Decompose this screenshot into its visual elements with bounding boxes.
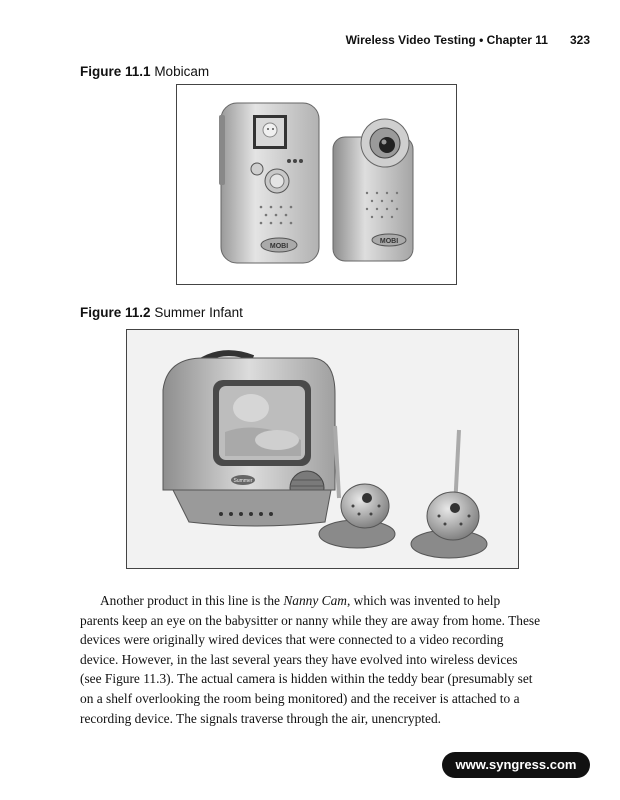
page-number: 323: [569, 33, 590, 47]
figure-1-image: [176, 84, 457, 285]
publisher-url-badge[interactable]: [442, 752, 590, 778]
publisher-url: www.syngress.com: [455, 757, 577, 772]
summer-infant-photo: [127, 330, 518, 568]
figure-1-label: Figure 11.1: [80, 64, 151, 79]
paragraph-text-2: , which was invented to help parents keep an eye on the babysitter or nanny while they are away from home. These devices were originally wired devices that were connected to a video recording device. However, in the last several years they have evolved into wireless devices (see Figure 11.3). The actual camera is hidden within the teddy bear (presumably set on a shelf overlooking the room being monitored) and the receiver is attached to a recording device. The signals traverse through the air, unencrypted.: [80, 593, 541, 726]
figure-1-caption: [80, 64, 209, 79]
figure-2-image: [126, 329, 519, 569]
figure-2-caption: [80, 305, 243, 320]
running-title: Wireless Video Testing • Chapter 11: [345, 33, 548, 47]
nanny-cam-emphasis: Nanny Cam: [283, 593, 347, 608]
mobicam-photo: [177, 85, 456, 284]
brand-label-monitor: Summer: [233, 478, 253, 484]
figure-2-label: Figure 11.2: [80, 305, 151, 320]
running-header: [346, 33, 590, 47]
brand-label-receiver: MOBI: [269, 243, 289, 250]
figure-1-title: Mobicam: [154, 64, 210, 79]
paragraph-text-1: Another product in this line is the: [100, 593, 284, 608]
body-paragraph: [80, 591, 542, 728]
brand-label-camera: MOBI: [379, 238, 399, 245]
figure-2-title: Summer Infant: [154, 305, 243, 320]
